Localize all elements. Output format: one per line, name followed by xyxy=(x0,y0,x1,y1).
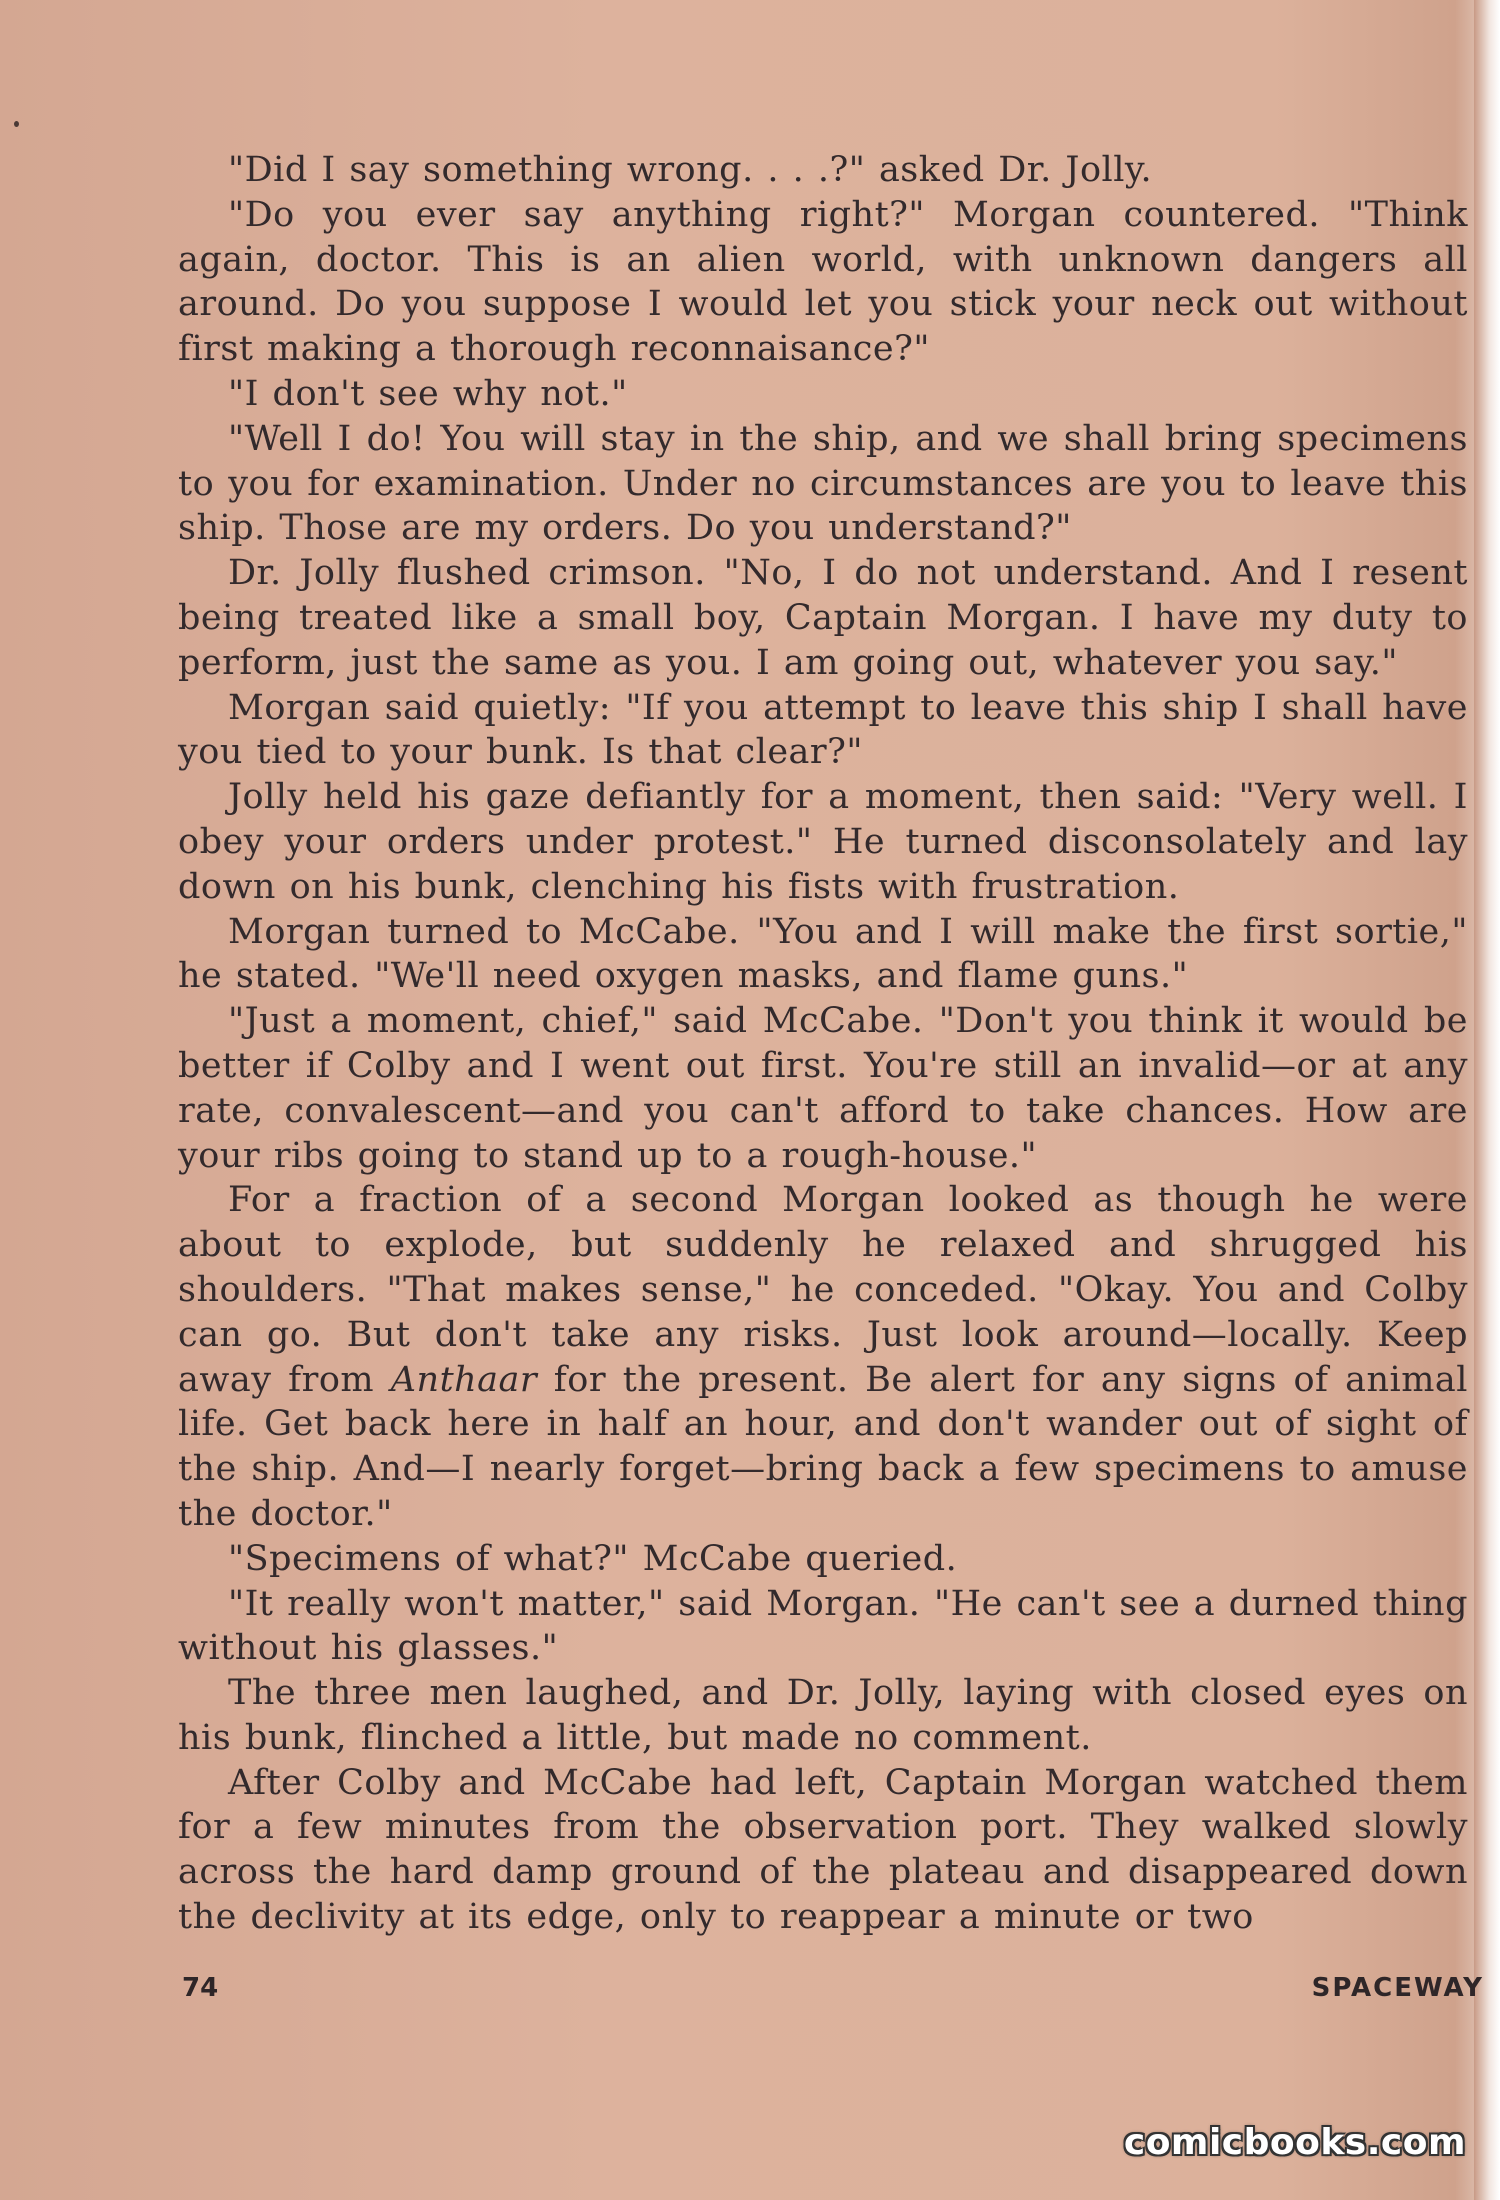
paragraph: "I don't see why not." xyxy=(228,373,628,414)
page-edge xyxy=(1474,0,1500,2200)
paragraph: Jolly held his gaze defiantly for a moment, then said: "Very well. I obey your orders under protest." He turned disconsolately and lay down on his bunk, clenching his fists with frustration. xyxy=(178,777,1468,907)
watermark: comicbooks.com xyxy=(1123,2122,1466,2163)
paragraph: Dr. Jolly flushed crimson. "No, I do not understand. And I resent being treated like a small boy, Captain Morgan. I have my duty to perform, just the same as you. I am going out, whatever you say." xyxy=(178,553,1468,683)
paragraph: The three men laughed, and Dr. Jolly, laying with closed eyes on his bunk, flinched a little, but made no comment. xyxy=(178,1673,1468,1758)
story-text xyxy=(178,148,1468,1940)
ink-speck xyxy=(14,121,19,127)
paragraph: Morgan said quietly: "If you attempt to leave this ship I shall have you tied to your bunk. Is that clear?" xyxy=(178,687,1468,773)
place-name: Anthaar xyxy=(390,1359,538,1400)
magazine-title: SPACEWAY xyxy=(1311,1973,1484,2003)
paragraph: "Do you ever say anything right?" Morgan countered. "Think again, doctor. This is an alien world, with unknown dangers all around. Do you suppose I would let you stick your neck out without first making a thorough reconnaisance?" xyxy=(178,194,1468,370)
paragraph: "Specimens of what?" McCabe queried. xyxy=(228,1538,958,1579)
paragraph: After Colby and McCabe had left, Captain Morgan watched them for a few minutes from the observation port. They walked slowly across the hard damp ground of the plateau and disappeared down the declivity at its edge, only to reappear a minute or two xyxy=(178,1762,1468,1938)
paragraph: Morgan turned to McCabe. "You and I will make the first sortie," he stated. "We'll need oxygen masks, and flame guns." xyxy=(178,911,1468,997)
paragraph: "Well I do! You will stay in the ship, and we shall bring specimens to you for examination. Under no circumstances are you to leave this ship. Those are my orders. Do you understand?" xyxy=(178,418,1468,549)
paragraph: For a fraction of a second Morgan looked as though he were about to explode, but suddenly he relaxed and shrugged his shoulders. "That makes sense," he conceded. "Okay. You and Colby can go. But don't take any risks. Just look around—locally. Keep away from Anthaar for the present. Be alert for any signs of animal life. Get back here in half an hour, and don't wander out of sight of the ship. And—I nearly forget—bring back a few specimens to amuse the doctor." xyxy=(178,1180,1468,1534)
page-number: 74 xyxy=(182,1973,219,2003)
page-footer xyxy=(182,1973,1484,2013)
paragraph: "Did I say something wrong. . . .?" asked Dr. Jolly. xyxy=(228,150,1153,190)
paragraph: "It really won't matter," said Morgan. "He can't see a durned thing without his glasses." xyxy=(178,1583,1468,1669)
paragraph: "Just a moment, chief," said McCabe. "Don't you think it would be better if Colby and I went out first. You're still an invalid—or at any rate, convalescent—and you can't afford to take chances. How are your ribs going to stand up to a rough-house." xyxy=(178,1001,1468,1176)
